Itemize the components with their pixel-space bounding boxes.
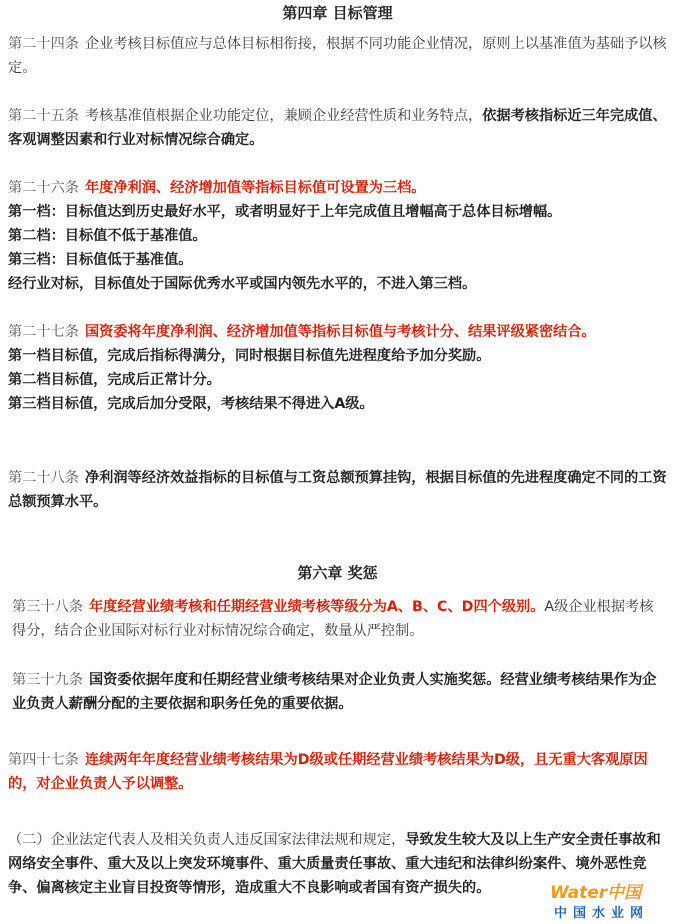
article-bold-text: 净利润等经济效益指标的目标值与工资总额预算挂钩，根据目标值的先进程度确定不同的工资总额预算水平。 (8, 470, 667, 510)
clause-bold-text: 导致发生较大及以上生产安全责任事故和网络安全事件、重大及以上突发环境事件、重大质量责任事故、重大违纪和法律纠纷案件、境外恶性竞争、偏离核定主业盲目投资等情形，造成重大不良影响或者国有资产损失的。 (8, 832, 661, 896)
article-number: 第三十九条 (12, 672, 83, 688)
watermark-brand: Water中国 (550, 883, 642, 903)
article-red-text: 连续两年年度经营业绩考核结果为D级或任期经营业绩考核结果为D级，且无重大客观原因的，对企业负责人予以调整。 (8, 752, 648, 792)
article-39 (12, 668, 667, 716)
article-red-text: 国资委将年度净利润、经济增加值等指标目标值与考核计分、结果评级紧密结合。 (84, 324, 596, 340)
tier-3-line: 第三档：目标值低于基准值。 (8, 252, 193, 268)
tier-1-line: 第一档：目标值达到历史最好水平，或者明显好于上年完成值且增幅高于总体目标增幅。 (8, 204, 562, 220)
benchmark-line: 经行业对标，目标值处于国际优秀水平或国内领先水平的，不进入第三档。 (8, 276, 477, 292)
tier-1-target-line: 第一档目标值，完成后指标得满分，同时根据目标值先进程度给予加分奖励。 (8, 348, 491, 364)
article-number: 第三十八条 (12, 599, 83, 615)
clause-text: （二）企业法定代表人及相关负责人违反国家法律法规和规定， (8, 832, 406, 848)
chapter-6-title: 第六章 奖惩 (297, 564, 378, 582)
article-bold-text: 依据考核指标近三年完成值、客观调整因素和行业对标情况综合确定。 (8, 108, 667, 148)
article-number: 第四十七条 (8, 752, 79, 768)
article-text: 考核基准值根据企业功能定位，兼顾企业经营性质和业务特点， (84, 108, 483, 124)
article-red-text: 年度经营业绩考核和任期经营业绩考核等级分为A、B、C、D四个级别。 (88, 599, 545, 615)
chapter-4-title: 第四章 目标管理 (282, 4, 393, 22)
article-28 (8, 466, 667, 514)
article-text: A级企业根据考核得分，结合企业国际对标行业对标情况综合确定，数量从严控制。 (12, 599, 654, 639)
article-number: 第二十六条 (8, 180, 79, 196)
article-number: 第二十七条 (8, 324, 79, 340)
article-number: 第二十四条 (8, 36, 79, 52)
article-number: 第二十八条 (8, 470, 79, 486)
article-24 (8, 32, 667, 80)
article-number: 第二十五条 (8, 108, 79, 124)
article-38 (12, 595, 667, 643)
article-red-text: 年度净利润、经济增加值等指标目标值可设置为三档。 (84, 180, 426, 196)
article-26 (8, 176, 667, 296)
site-watermark (550, 878, 670, 922)
watermark-site: 中国水业网 (554, 906, 650, 921)
tier-2-target-line: 第二档目标值，完成后正常计分。 (8, 372, 221, 388)
article-47 (8, 748, 667, 796)
tier-3-target-line: 第三档目标值，完成后加分受限，考核结果不得进入A级。 (8, 396, 374, 412)
article-bold-text: 国资委依据年度和任期经营业绩考核结果对企业负责人实施奖惩。经营业绩考核结果作为企业负责人薪酬分配的主要依据和职务任免的重要依据。 (12, 672, 657, 712)
article-27 (8, 320, 667, 416)
article-text: 企业考核目标值应与总体目标相衔接，根据不同功能企业情况，原则上以基准值为基础予以核定。 (8, 36, 667, 76)
tier-2-line: 第二档：目标值不低于基准值。 (8, 228, 207, 244)
article-25 (8, 104, 667, 152)
